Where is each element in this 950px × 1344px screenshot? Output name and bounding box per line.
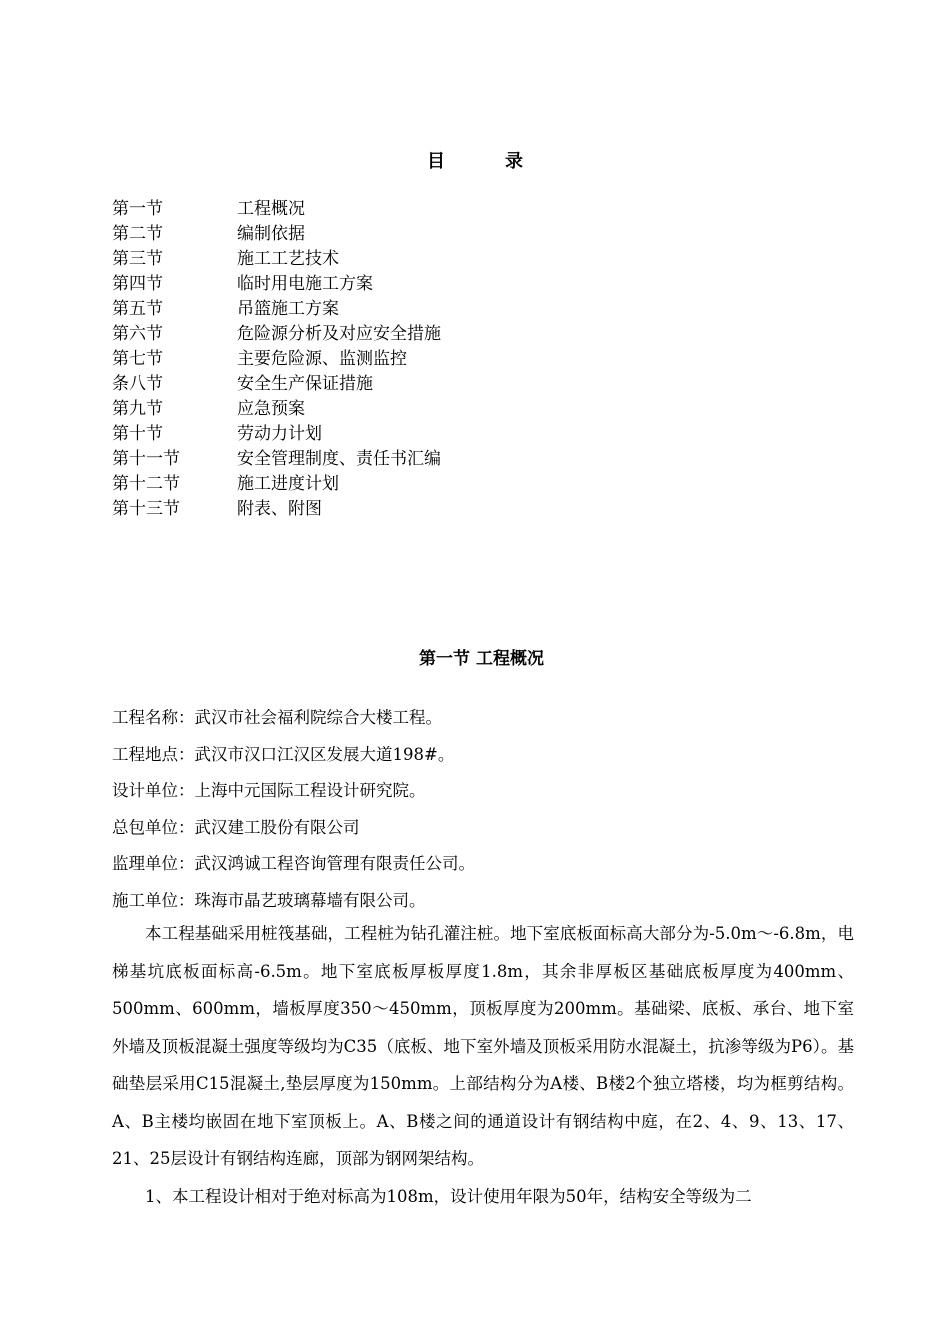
toc-item-label: 施工进度计划 [237, 474, 339, 494]
toc-item [112, 297, 712, 322]
toc-item-label: 临时用电施工方案 [237, 274, 373, 294]
toc-title [0, 147, 950, 173]
toc-item-number: 第十节 [112, 424, 163, 444]
toc-item-number: 第十一节 [112, 449, 180, 469]
info-line: 工程名称：武汉市社会福利院综合大楼工程。 [112, 708, 442, 727]
toc-item [112, 472, 712, 497]
toc-item [112, 497, 712, 522]
toc-item-label: 编制依据 [237, 224, 305, 244]
toc-item-label: 施工工艺技术 [237, 249, 339, 269]
toc-item [112, 272, 712, 297]
info-line: 总包单位：武汉建工股份有限公司 [112, 817, 360, 837]
toc-item-label: 主要危险源、监测监控 [237, 349, 407, 369]
toc-item-label: 附表、附图 [237, 499, 322, 519]
toc-item-number: 第六节 [112, 324, 163, 344]
toc-item-number: 第三节 [112, 249, 163, 269]
toc-title-left: 目 [427, 151, 445, 172]
toc-item-number: 第一节 [112, 199, 163, 219]
toc-item-number: 第五节 [112, 299, 163, 319]
toc-item [112, 247, 712, 272]
toc-item [112, 222, 712, 247]
body-paragraph: 1、本工程设计相对于绝对标高为108m，设计使用年限为50年，结构安全等级为二 [145, 1186, 752, 1206]
toc-item-label: 安全管理制度、责任书汇编 [237, 449, 441, 469]
toc-item-number: 第十二节 [112, 474, 180, 494]
toc-item-number: 第四节 [112, 274, 163, 294]
project-info [112, 700, 852, 920]
toc-item-number: 第二节 [112, 224, 163, 244]
info-line: 施工单位：珠海市晶艺玻璃幕墙有限公司。 [112, 890, 426, 910]
toc-item-label: 工程概况 [237, 199, 305, 219]
toc-item-number: 条八节 [112, 374, 163, 394]
toc-item [112, 372, 712, 397]
toc-item [112, 347, 712, 372]
toc-item-label: 危险源分析及对应安全措施 [237, 324, 441, 344]
toc-title-right: 录 [505, 151, 523, 172]
toc-item-label: 应急预案 [237, 399, 305, 419]
toc-item [112, 322, 712, 347]
toc-item-number: 第十三节 [112, 499, 180, 519]
toc-item-label: 吊篮施工方案 [237, 299, 339, 319]
toc-item [112, 447, 712, 472]
body-text [112, 915, 854, 1215]
body-paragraph: 本工程基础采用桩筏基础，工程桩为钻孔灌注桩。地下室底板面标高大部分为-5.0m～-6.8m，电梯基坑底板面标高-6.5m。地下室底板厚板厚度1.8m，其余非厚板区基础底板厚度为400mm、500mm、600mm，墙板厚度350～450mm，顶板厚度为200mm。基础梁、底板、承台、地下室外墙及顶板混凝土强度等级均为C35（底板、地下室外墙及顶板采用防水混凝土，抗渗等级为P6）。基础垫层采用C15混凝土,垫层厚度为150mm。上部结构分为A楼、B楼2个独立塔楼，均为框剪结构。A、B主楼均嵌固在地下室顶板上。A、B楼之间的通道设计有钢结构中庭，在2、4、9、13、17、21、25层设计有钢结构连廊，顶部为钢网架结构。 [112, 924, 854, 1168]
section-title: 第一节 工程概况 [419, 649, 544, 669]
toc-item-number: 第七节 [112, 349, 163, 369]
info-line: 工程地点：武汉市汉口江汉区发展大道198#。 [112, 744, 455, 764]
toc-item-number: 第九节 [112, 399, 163, 419]
toc-item-label: 劳动力计划 [237, 424, 322, 444]
info-line: 设计单位：上海中元国际工程设计研究院。 [112, 781, 426, 801]
toc-item-label: 安全生产保证措施 [237, 374, 373, 394]
toc-item [112, 397, 712, 422]
toc-list [112, 197, 712, 522]
toc-item [112, 422, 712, 447]
toc-item [112, 197, 712, 222]
info-line: 监理单位：武汉鸿诚工程咨询管理有限责任公司。 [112, 854, 475, 874]
